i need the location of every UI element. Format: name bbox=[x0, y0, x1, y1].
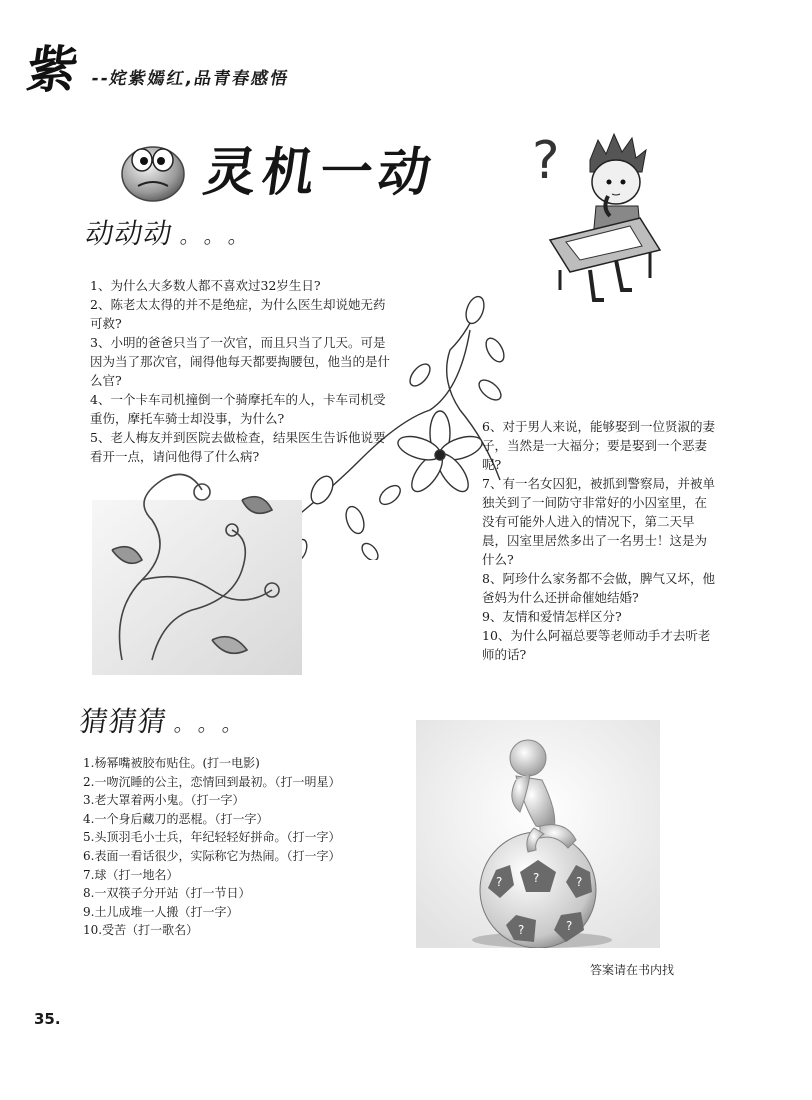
svg-text:?: ? bbox=[518, 923, 525, 937]
brain-teaser-list-left bbox=[90, 276, 390, 466]
section-heading-riddles bbox=[77, 700, 260, 740]
list-item: 4、一个卡车司机撞倒一个骑摩托车的人，卡车司机受重伤，摩托车骑士却没事，为什么? bbox=[90, 392, 386, 426]
section-heading-text: 动动动 bbox=[83, 217, 176, 250]
list-item: 10、为什么阿福总要等老师动手才去听老师的话? bbox=[482, 628, 711, 662]
list-item: 9、友情和爱情怎样区分? bbox=[482, 609, 622, 624]
list-item: 10.受苦（打一歌名） bbox=[83, 923, 199, 938]
list-item: 5、老人梅友并到医院去做检查，结果医生告诉他说要看开一点，请问他得了什么病? bbox=[90, 430, 386, 464]
list-item: 4.一个身后藏刀的恶棍。（打一字） bbox=[83, 811, 269, 826]
list-item: 3、小明的爸爸只当了一次官，而且只当了几天。可是因为当了那次官，闹得他每天都要掏腰包，他当的是什么官? bbox=[90, 335, 391, 388]
list-item: 6、对于男人来说，能够娶到一位贤淑的妻子，当然是一大福分；要是娶到一个恶妻呢? bbox=[482, 419, 715, 472]
list-item: 2、陈老太太得的并不是绝症，为什么医生却说她无药可救? bbox=[90, 297, 386, 331]
heading-dots: 。。。 bbox=[172, 712, 259, 736]
svg-text:?: ? bbox=[532, 131, 560, 191]
worried-face-icon bbox=[118, 138, 188, 204]
section-heading-text: 猜猜猜 bbox=[77, 705, 170, 738]
list-item: 1.杨幂嘴被胶布贴住。(打一电影) bbox=[83, 756, 260, 770]
riddle-list bbox=[83, 754, 403, 940]
svg-text:?: ? bbox=[566, 919, 573, 933]
thinker-on-question-ball-illustration bbox=[416, 720, 660, 948]
list-item: 8.一双筷子分开站（打一节日） bbox=[83, 886, 251, 901]
swirl-ornament-decoration bbox=[92, 460, 302, 675]
list-item: 8、阿珍什么家务都不会做，脾气又坏，他爸妈为什么还拼命催她结婚? bbox=[482, 571, 715, 605]
brain-teaser-list-right bbox=[482, 417, 718, 664]
svg-text:?: ? bbox=[576, 875, 583, 889]
list-item: 1、为什么大多数人都不喜欢过32岁生日? bbox=[90, 278, 321, 293]
section-heading-brain-teasers bbox=[83, 212, 266, 252]
header-logo-char: 紫 bbox=[23, 41, 82, 99]
list-item: 6.表面一看话很少，实际称它为热闹。（打一字） bbox=[83, 848, 341, 863]
list-item: 2.一吻沉睡的公主，恋情回到最初。（打一明星） bbox=[83, 774, 341, 789]
list-item: 9.土儿成堆一人搬（打一字） bbox=[83, 904, 239, 919]
list-item: 7.球（打一地名） bbox=[83, 867, 179, 882]
header-subtitle: --姹紫嫣红,品青春感悟 bbox=[89, 69, 291, 89]
page-title: 灵机一动 bbox=[200, 143, 441, 203]
svg-text:?: ? bbox=[496, 875, 503, 889]
list-item: 5.头顶羽毛小士兵，年纪轻轻好拼命。（打一字） bbox=[83, 830, 341, 845]
svg-text:?: ? bbox=[533, 871, 540, 885]
page-number: 35. bbox=[34, 1010, 61, 1028]
list-item: 7、有一名女囚犯，被抓到警察局，并被单独关到了一间防守非常好的小囚室里，在没有可能外人进入的情况下，第二天早晨，囚室里居然多出了一名男士！这是为什么? bbox=[482, 476, 715, 567]
list-item: 3.老大罩着两小鬼。（打一字） bbox=[83, 793, 245, 808]
thinking-boy-illustration bbox=[530, 120, 680, 305]
heading-dots: 。。。 bbox=[178, 224, 265, 248]
answer-note: 答案请在书内找 bbox=[590, 963, 675, 977]
